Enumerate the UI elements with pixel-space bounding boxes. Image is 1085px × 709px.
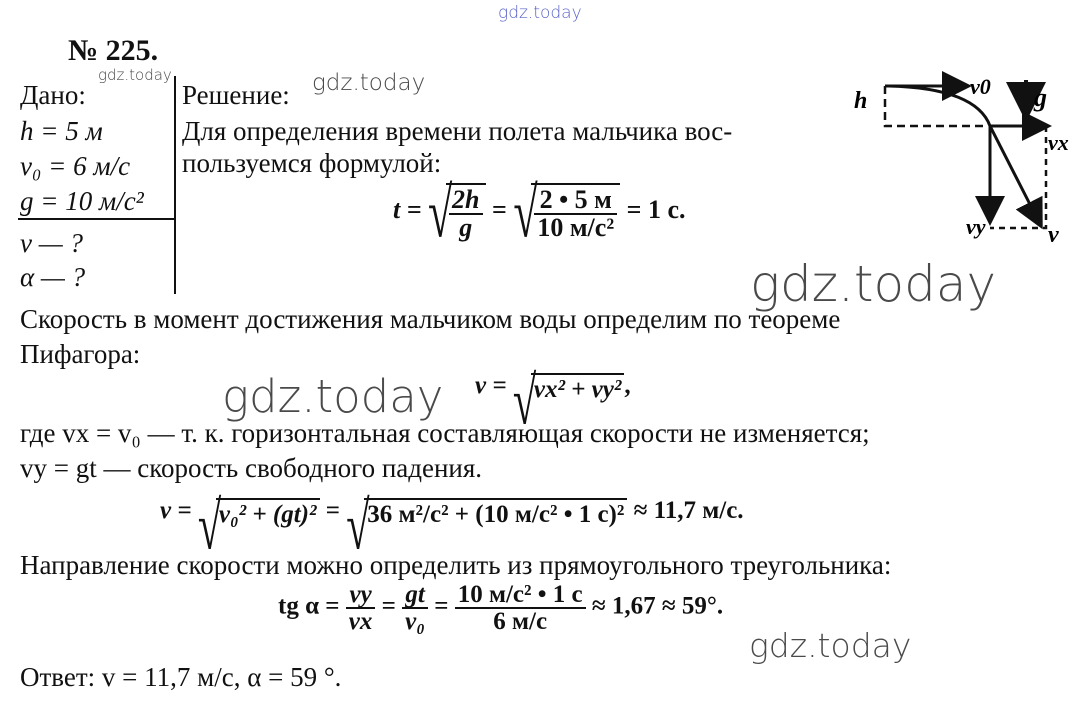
label-v0: v0: [970, 74, 991, 99]
formula-v2-rad1: v₀² + (gt)²: [216, 498, 320, 527]
speed-text-line2: Пифагора:: [20, 339, 141, 369]
problem-number: № 225.: [68, 34, 159, 67]
formula-tg-n2: gt: [402, 582, 428, 609]
formula-tg-frac2: [402, 582, 428, 634]
formula-v2-lhs: v =: [160, 497, 192, 525]
answer-line: Ответ: v = 11,7 м/с, α = 59 °.: [20, 662, 342, 692]
formula-t-result: = 1 с.: [626, 194, 686, 224]
direction-line: Направление скорости можно определить из прямоугольного треугольника:: [20, 550, 892, 580]
watermark-top: gdz.today: [498, 3, 582, 23]
watermark-mid: gdz.today: [222, 370, 444, 423]
formula-t-num2: √ 2 • 5 м: [534, 187, 617, 215]
watermark-bottom: gdz.today: [749, 626, 912, 665]
label-v: v: [1048, 222, 1059, 248]
given-find-v: v — ?: [20, 228, 83, 258]
given-title: Дано:: [20, 80, 86, 110]
label-vy: vy: [966, 214, 986, 239]
formula-tg-result: ≈ 1,67 ≈ 59°.: [591, 592, 724, 620]
trajectory-diagram: [848, 62, 1080, 252]
given-find-alpha: α — ?: [20, 262, 86, 292]
label-h: h: [854, 88, 868, 114]
formula-t-num1: √ 2h: [449, 187, 482, 215]
watermark-given: gdz.today: [98, 66, 172, 84]
formula-v2-eq: =: [325, 497, 340, 525]
formula-t-den1: g: [459, 213, 473, 242]
given-line-g: g = 10 м/с²: [20, 186, 144, 216]
formula-tg-frac3: [455, 582, 586, 634]
formula-t-sqrt1: [428, 183, 485, 241]
formula-t-eq: =: [492, 194, 507, 224]
vy-line: vy = gt — скорость свободного падения.: [20, 453, 483, 483]
v-resultant-arrow: [990, 126, 1040, 224]
formula-v-sqrt: [513, 373, 625, 402]
formula-v2: [160, 498, 744, 527]
formula-tg-d1: vx: [348, 608, 373, 635]
formula-tg-d3: 6 м/с: [493, 608, 548, 635]
formula-tg-n1: vy: [346, 582, 376, 609]
formula-t-frac1: [449, 187, 482, 241]
label-g: g: [1034, 83, 1047, 112]
formula-v-radicand: vx² + vy²: [531, 373, 625, 402]
solution-intro-line2: пользуемся формулой:: [182, 148, 442, 178]
formula-t: [393, 183, 685, 241]
watermark-solution: gdz.today: [312, 70, 426, 96]
formula-t-den2: 10 м/с²: [537, 213, 615, 242]
watermark-big: gdz.today: [750, 255, 997, 313]
formula-t-sqrt2: [513, 183, 620, 241]
formula-v-lhs: v =: [475, 372, 507, 400]
label-vx: vx: [1048, 130, 1069, 155]
formula-t-lhs: t =: [393, 194, 422, 224]
given-line-v0: v₀ = 6 м/с: [20, 151, 131, 181]
formula-v2-result: ≈ 11,7 м/с.: [633, 497, 744, 525]
formula-v: [475, 373, 631, 402]
formula-tg: tg α = $\frac{vy}{vx}$ = $\frac{gt}{\text{v₀}}$ = $\frac{\text{10 м/с² • 1 с}}{6 м/с}$ ≈ 1,67 ≈ 59°.: [278, 581, 724, 635]
given-divider-horizontal: [18, 218, 176, 220]
where-line: где vx = v₀ — т. к. горизонтальная составляющая скорости не изменяется;: [20, 418, 870, 448]
formula-v2-sqrt1: [198, 498, 320, 527]
speed-text-line1: Скорость в момент достижения мальчиком воды определим по теореме: [20, 304, 841, 334]
formula-v-tail: ,: [624, 372, 631, 400]
formula-tg-n3: 10 м/с² • 1 с: [455, 582, 586, 609]
formula-tg-d2: v₀: [405, 608, 425, 635]
formula-tg-lhs: tg α =: [278, 592, 340, 620]
solution-title: Решение:: [182, 80, 290, 110]
given-divider-vertical: [174, 76, 176, 294]
formula-t-frac2: [534, 187, 617, 241]
formula-v2-rad2: 36 м²/с² + (10 м/с² • 1 с)²: [364, 498, 627, 527]
formula-tg-frac1: [346, 582, 376, 634]
formula-v2-sqrt2: [346, 498, 627, 527]
solution-intro-line1: Для определения времени полета мальчика вос-: [182, 116, 733, 146]
given-line-h: h = 5 м: [20, 116, 103, 146]
